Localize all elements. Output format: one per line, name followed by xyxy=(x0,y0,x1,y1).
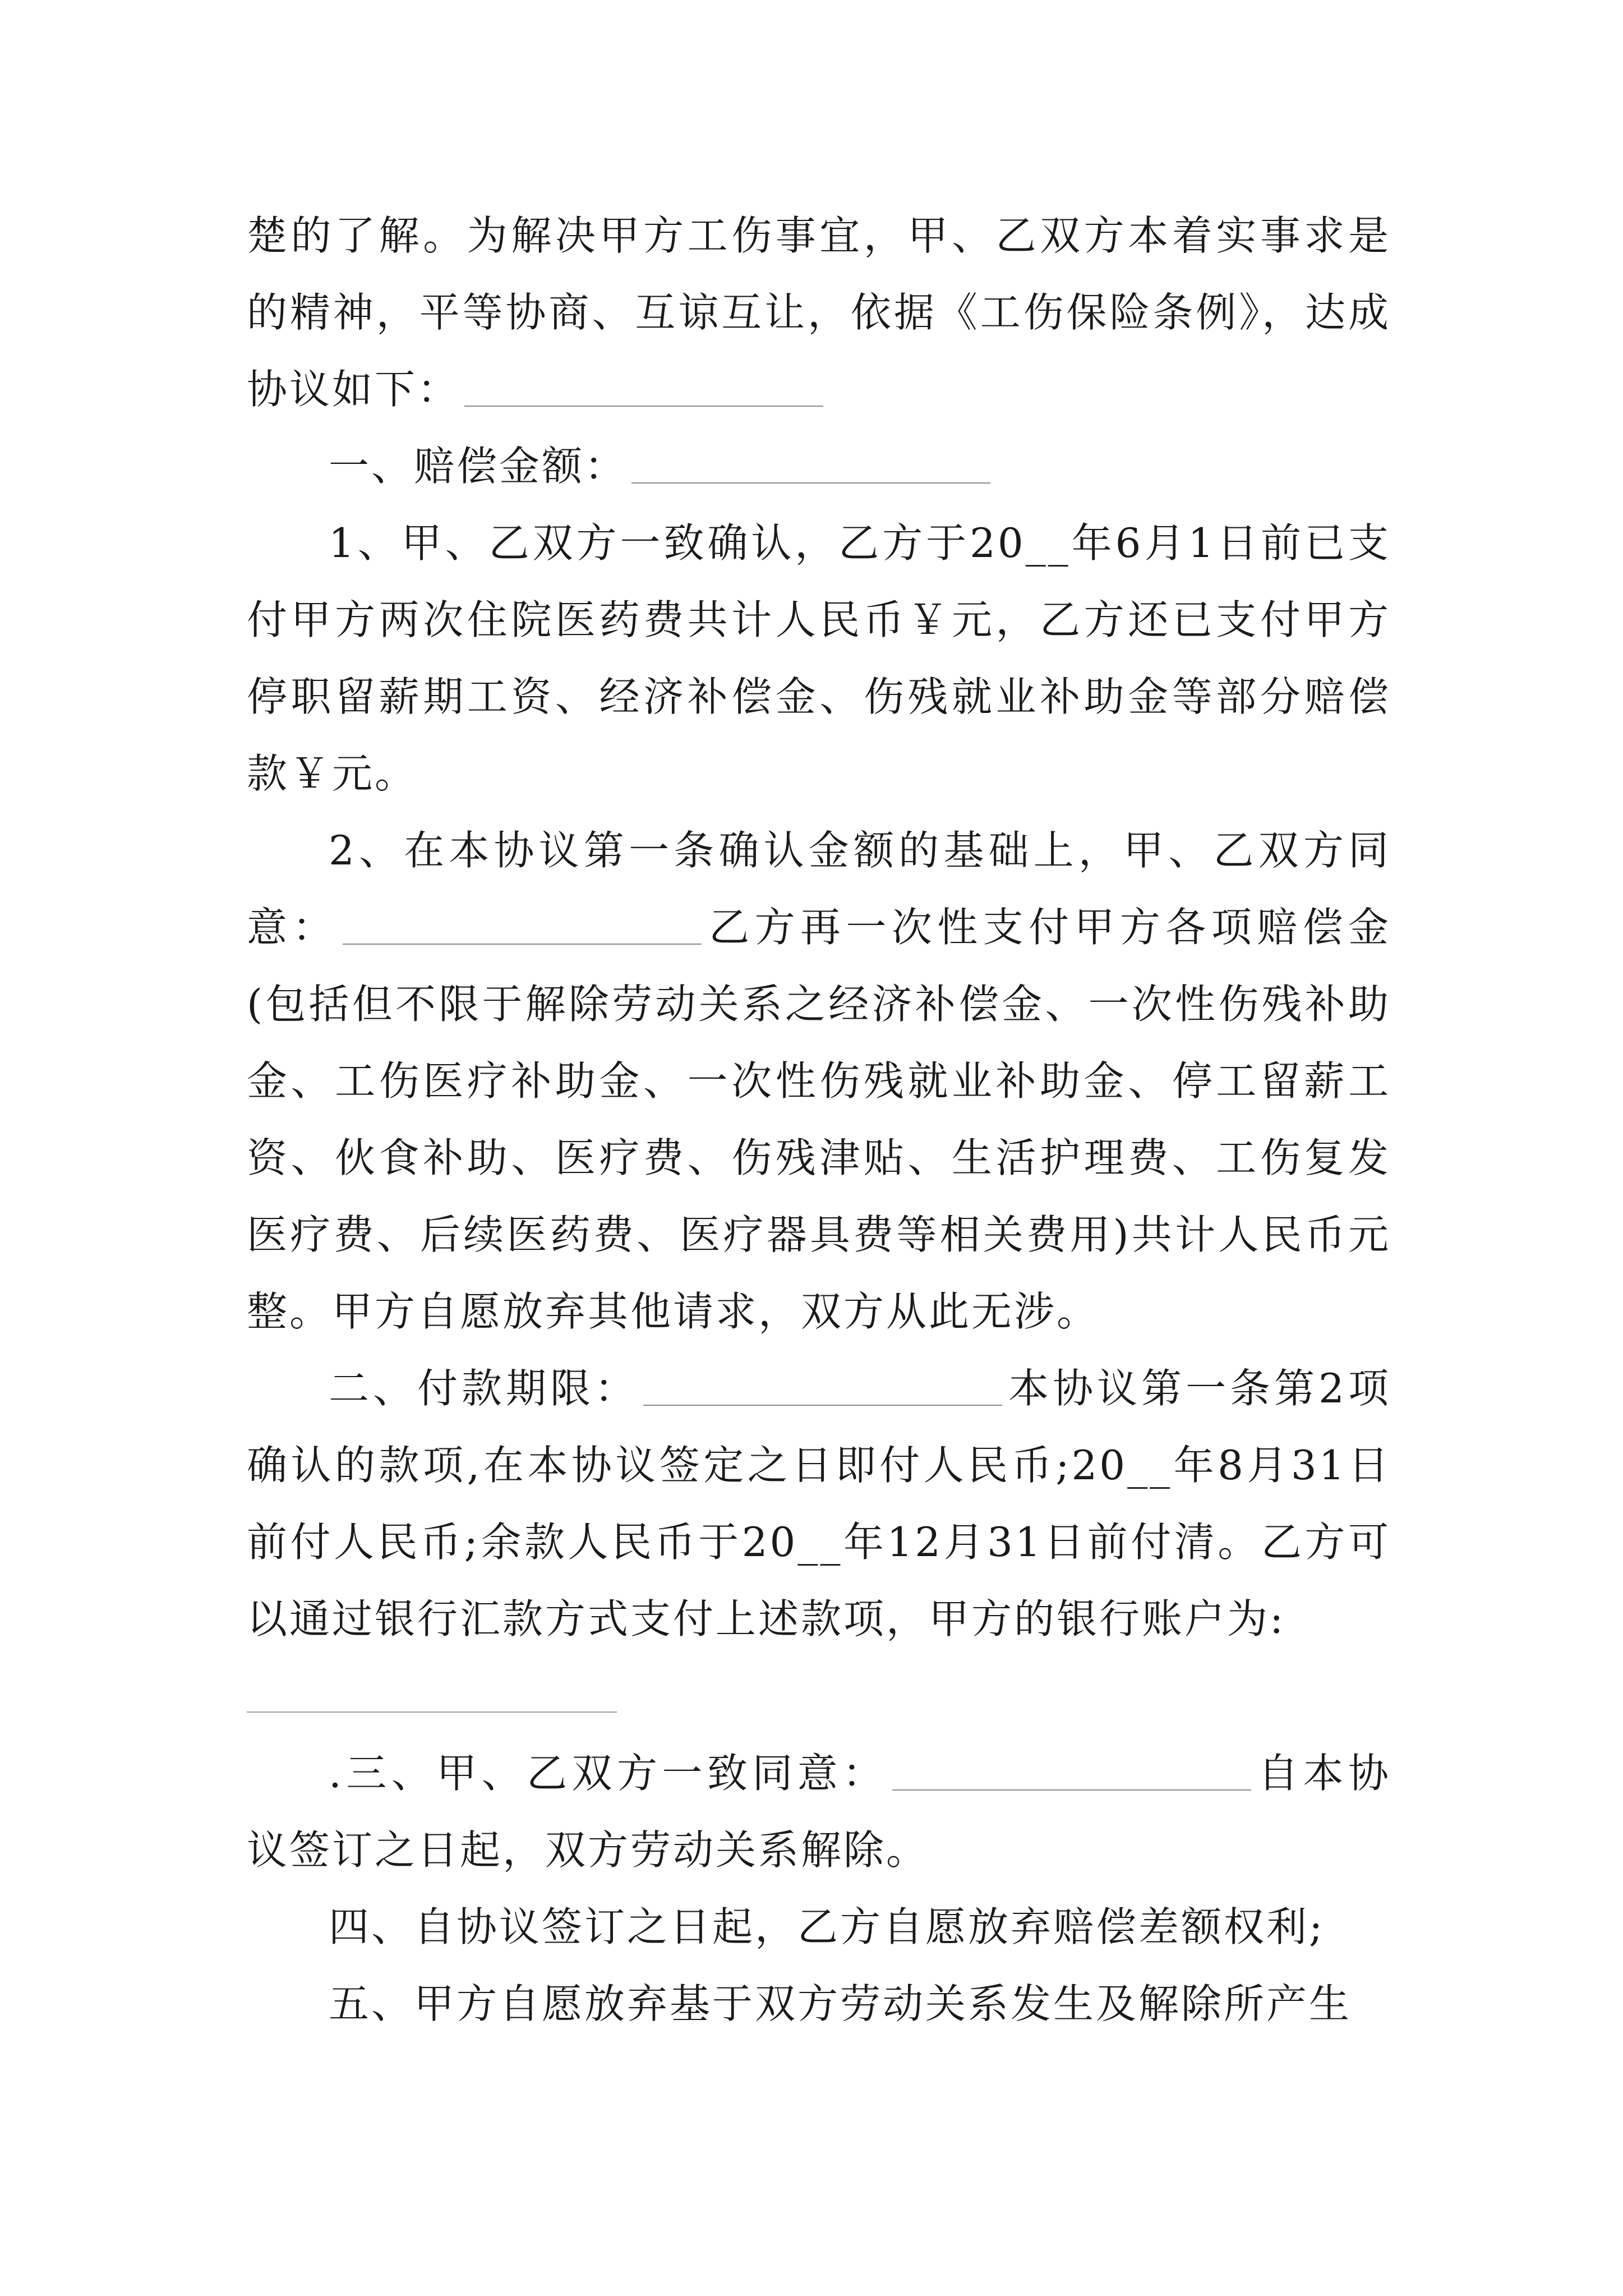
section-2-payment-terms xyxy=(247,1350,1391,1658)
paragraph-text: 一、赔偿金额： xyxy=(329,443,628,490)
section-5 xyxy=(247,1966,1391,2042)
paragraph-text-continued: 自本协议签订之日起，双方劳动关系解除。 xyxy=(247,1750,1391,1874)
section-3 xyxy=(247,1735,1391,1889)
section-1-item-2 xyxy=(247,812,1391,1350)
paragraph-text: 二、付款期限： xyxy=(329,1365,639,1412)
paragraph-text: 楚的了解。为解决甲方工伤事宜，甲、乙双方本着实事求是的精神，平等协商、互谅互让，依据《工伤保险条例》，达成协议如下： xyxy=(247,212,1391,413)
document-body xyxy=(247,197,1391,2042)
section-4 xyxy=(247,1889,1391,1966)
bank-account-blank-line xyxy=(247,1711,617,1713)
paragraph-text-continued: 本协议第一条第2项确认的款项,在本协议签定之日即付人民币;20__年8月31日前付人民币;余款人民币于20__年12月31日前付清。乙方可以通过银行汇款方式支付上述款项，甲方的银行账户为: xyxy=(247,1365,1391,1642)
paragraph-text: 2、在本协议第一条确认金额的基础上，甲、乙双方同意： xyxy=(247,827,1391,951)
fill-in-blank xyxy=(464,372,823,407)
paragraph-text: 五、甲方自愿放弃基于双方劳动关系发生及解除所产生 xyxy=(329,1980,1352,2027)
fill-in-blank xyxy=(343,910,702,945)
section-1-item-1 xyxy=(247,505,1391,812)
fill-in-blank xyxy=(892,1756,1251,1791)
paragraph-text: 1、甲、乙双方一致确认，乙方于20__年6月1日前已支付甲方两次住院医药费共计人民币￥元，乙方还已支付甲方停职留薪期工资、经济补偿金、伤残就业补助金等部分赔偿款￥元。 xyxy=(247,519,1391,797)
section-1-title xyxy=(247,428,1391,505)
paragraph-text: 四、自协议签订之日起，乙方自愿放弃赔偿差额权利; xyxy=(329,1903,1325,1950)
fill-in-blank xyxy=(643,1371,1002,1406)
paragraph-intro xyxy=(247,197,1391,428)
paragraph-text-continued: 乙方再一次性支付甲方各项赔偿金(包括但不限于解除劳动关系之经济补偿金、一次性伤残补助金、工伤医疗补助金、一次性伤残就业补助金、停工留薪工资、伙食补助、医疗费、伤残津贴、生活护理费、工伤复发医疗费、后续医药费、医疗器具费等相关费用)共计人民币元整。甲方自愿放弃其他请求，双方从此无涉。 xyxy=(247,904,1391,1335)
fill-in-blank xyxy=(631,449,990,484)
paragraph-text: .三、甲、乙双方一致同意： xyxy=(329,1750,888,1797)
